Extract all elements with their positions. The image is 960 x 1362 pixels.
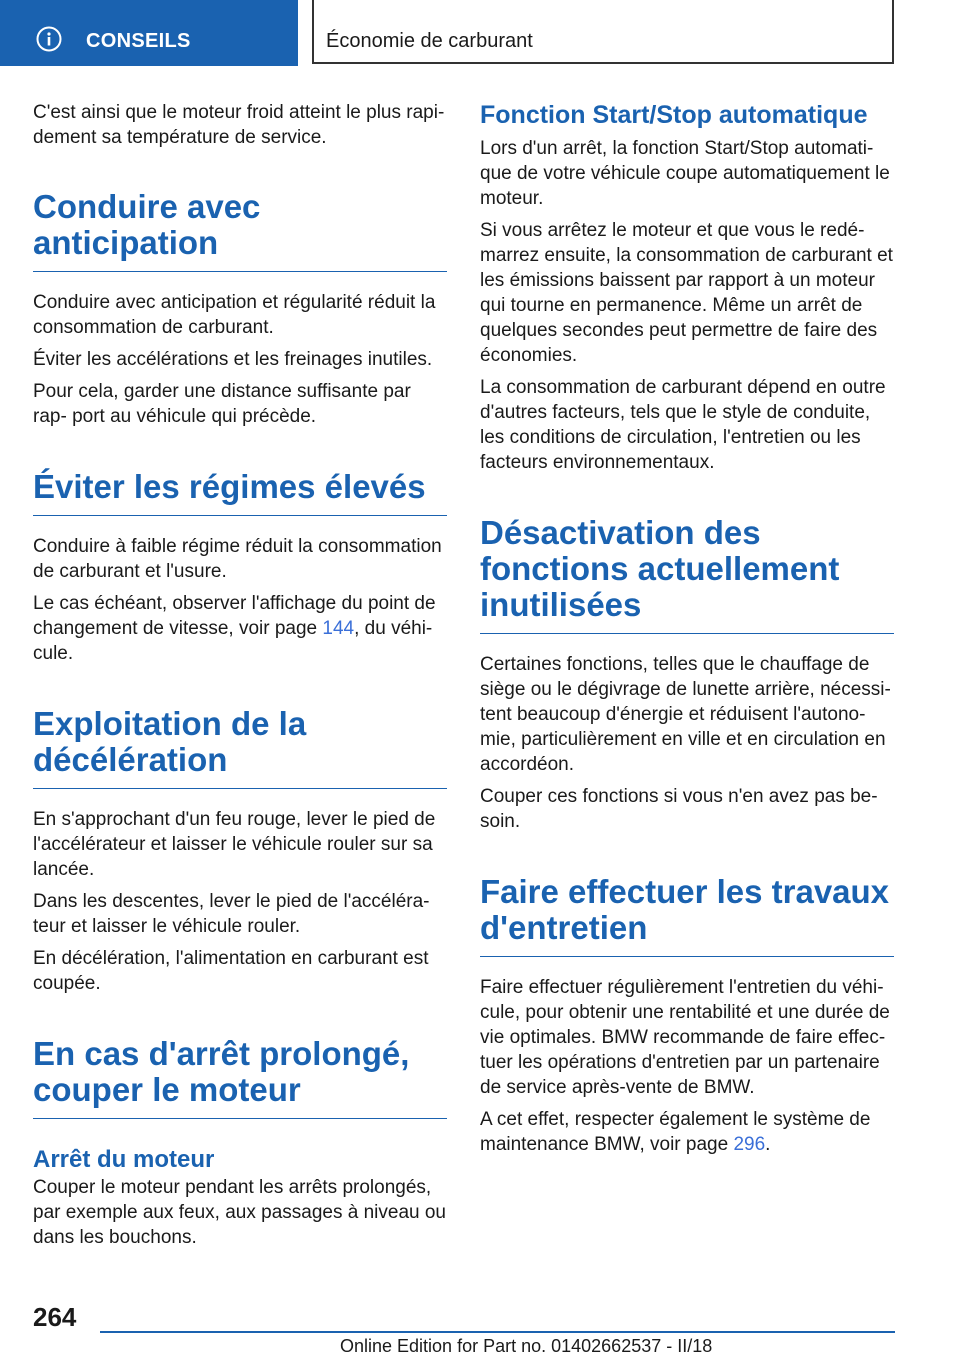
paragraph: En décélération, l'alimentation en carburant est coupée. <box>33 948 429 994</box>
paragraph-text: . <box>765 1134 771 1155</box>
paragraph: Pour cela, garder une distance suffisante par rap- port au véhicule qui précède. <box>33 381 411 427</box>
paragraph-text: Le cas échéant, observer l'affichage du point de changement de vitesse, voir page <box>33 593 436 639</box>
paragraph: Éviter les accélérations et les freinages inutiles. <box>33 349 433 370</box>
info-icon <box>36 26 62 52</box>
paragraph: En s'approchant d'un feu rouge, lever le pied de l'accélérateur et laisser le véhicule rouler sur sa lancée. <box>33 809 436 880</box>
heading-conduire-anticipation: Conduire avec anticipation <box>33 189 447 272</box>
left-column <box>33 100 447 1257</box>
paragraph: La consommation de carburant dépend en outre d'autres facteurs, tels que le style de conduite, les conditions de circulation, l'entretien ou les facteurs environnementaux. <box>480 377 886 473</box>
page-number: 264 <box>33 1302 77 1332</box>
paragraph <box>33 591 447 666</box>
intro-paragraph: C'est ainsi que le moteur froid atteint le plus rapi- dement sa température de service. <box>33 102 445 148</box>
paragraph: Conduire avec anticipation et régularité réduit la consommation de carburant. <box>33 292 436 338</box>
page-header <box>0 0 960 66</box>
page-link-296[interactable]: 296 <box>733 1134 766 1155</box>
paragraph: Conduire à faible régime réduit la consommation de carburant et l'usure. <box>33 536 442 582</box>
subheading-arret-moteur: Arrêt du moteur <box>33 1146 215 1173</box>
subheading-start-stop: Fonction Start/Stop automatique <box>480 101 868 129</box>
heading-travaux-entretien: Faire effectuer les travaux d'entretien <box>480 874 894 957</box>
heading-arret-prolonge: En cas d'arrêt prolongé, couper le moteur <box>33 1036 447 1119</box>
chapter-title: Économie de carburant <box>326 30 533 52</box>
paragraph-text: A cet effet, respecter également le système de maintenance BMW, voir page <box>480 1109 871 1155</box>
right-column <box>480 100 894 1164</box>
paragraph: Lors d'un arrêt, la fonction Start/Stop automati- que de votre véhicule coupe automatiquement le moteur. <box>480 138 890 209</box>
paragraph: Certaines fonctions, telles que le chauffage de siège ou le dégivrage de lunette arrière, nécessi- tent beaucoup d'énergie et réduisent l'autono- mie, particulièrement en ville et en circulation en accordéon. <box>480 654 891 775</box>
paragraph: Dans les descentes, lever le pied de l'accéléra- teur et laisser le véhicule rouler. <box>33 891 430 937</box>
paragraph <box>480 1107 894 1157</box>
chapter-title-box <box>312 0 894 64</box>
heading-exploitation-deceleration: Exploitation de la décélération <box>33 706 447 789</box>
page-link-144[interactable]: 144 <box>322 618 355 639</box>
section-tab[interactable] <box>0 0 298 66</box>
heading-desactivation-fonctions: Désactivation des fonctions actuellement inutilisées <box>480 515 894 634</box>
paragraph-text: , du véhi- cule. <box>33 618 433 664</box>
paragraph: Couper le moteur pendant les arrêts prolongés, par exemple aux feux, aux passages à niveau ou dans les bouchons. <box>33 1177 446 1248</box>
paragraph: Couper ces fonctions si vous n'en avez pas be- soin. <box>480 786 878 832</box>
heading-eviter-regimes: Éviter les régimes élevés <box>33 469 447 516</box>
edition-text: Online Edition for Part no. 01402662537 - II/18 <box>340 1336 713 1356</box>
paragraph: Faire effectuer régulièrement l'entretien du véhi- cule, pour obtenir une rentabilité et une durée de vie optimales. BMW recommande de faire effec- tuer les opérations d'entretien par un partenaire de service après-vente de BMW. <box>480 977 890 1098</box>
paragraph: Si vous arrêtez le moteur et que vous le redé- marrez ensuite, la consommation de carburant et les émissions baissent par rapport à un moteur qui tourne en permanence. Même un arrêt de quelques secondes peut permettre de faire des économies. <box>480 220 893 366</box>
section-tab-label: CONSEILS <box>86 30 191 52</box>
